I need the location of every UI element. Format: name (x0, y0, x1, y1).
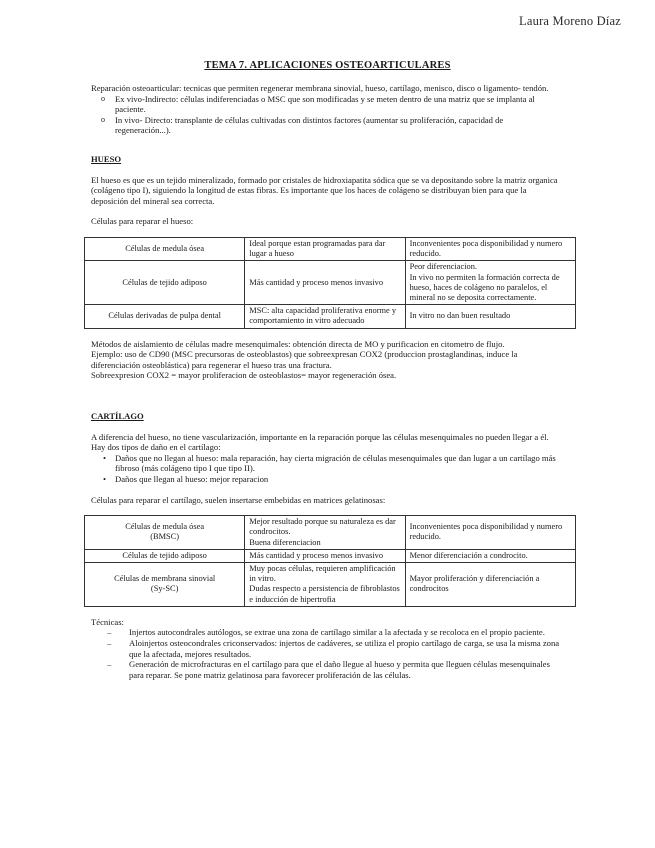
list-item: o Ex vivo-Indirecto: células indiferenciadas o MSC que son modificadas y se meten dentro de una matriz que se implanta al paciente. (115, 94, 561, 115)
table-cell: Peor diferenciacion. In vivo no permiten la formación correcta de hueso, haces de colágeno no paralelos, el mineral no se deposita correctamente. (405, 261, 575, 305)
table-cell: Más cantidad y proceso menos invasivo (245, 549, 405, 562)
document-body (91, 83, 561, 680)
intro-paragraph: Reparación osteoarticular: tecnicas que permiten regenerar membrana sinovial, hueso, cartílago, menisco, disco o ligamento- tendón. (91, 83, 549, 93)
cartilago-cells-table (84, 515, 576, 607)
table-row (85, 562, 576, 606)
table-row (85, 237, 576, 260)
table-cell: Células de tejido adiposo (85, 261, 245, 305)
section-heading-cartilago: CARTÍLAGO (91, 410, 144, 421)
methods-line: Sobreexpresion COX2 = mayor proliferacion de osteoblastos= mayor regeneración ósea. (91, 370, 397, 381)
table-cell: Células derivadas de pulpa dental (85, 305, 245, 328)
table-cell: Células de membrana sinovial (Sy-SC) (85, 562, 245, 606)
cartilago-paragraph: A diferencia del hueso, no tiene vascularización, importante en la reparación porque las células mesenquimales no pueden llegar a él. Hay dos tipos de daño en el cartílago: (91, 431, 549, 453)
tecnicas-list (91, 627, 561, 680)
table-cell: Muy pocas células, requieren amplificación in vitro. Dudas respecto a persistencia de fibroblastos e inducción de hipertrofia (245, 562, 405, 606)
table-cell: Inconvenientes poca disponibilidad y numero reducido. (405, 516, 575, 550)
list-item: – Injertos autocondrales autólogos, se extrae una zona de cartílago similar a la afectada y se recoloca en el propio paciente. (129, 627, 561, 638)
list-item: – Generación de microfracturas en el cartílago para que el daño llegue al hueso y permita que lleguen células mesenquinales para reparar. Se pone matriz gelatinosa para favorecer proliferación de las células. (129, 659, 561, 680)
table-cell: Mayor proliferación y diferenciación a condrocitos (405, 562, 575, 606)
cartilago-table-label: Células para reparar el cartílago, suelen insertarse embebidas en matrices gelatinosas: (91, 494, 386, 505)
table-row (85, 305, 576, 328)
document-title: TEMA 7. APLICACIONES OSTEOARTICULARES (204, 60, 451, 71)
list-item: • Daños que no llegan al hueso: mala reparación, hay cierta migración de células mesenquimales que dan lugar a un cartílago más fibroso (más colágeno tipo I que tipo II). (115, 453, 561, 474)
table-cell: Células de tejido adiposo (85, 549, 245, 562)
list-item: • Daños que llegan al hueso: mejor reparacion (115, 474, 561, 485)
table-cell: Células de medula ósea (BMSC) (85, 516, 245, 550)
hueso-table-label: Células para reparar el hueso: (91, 216, 194, 227)
methods-line: Métodos de aislamiento de células madre mesenquimales: obtención directa de MO y purificacion en citometro de flujo. (91, 338, 505, 349)
table-row (85, 549, 576, 562)
table-cell: Más cantidad y proceso menos invasivo (245, 261, 405, 305)
repair-types-list (91, 94, 561, 136)
table-cell: Mejor resultado porque su naturaleza es dar condrocitos. Buena diferenciacion (245, 516, 405, 550)
table-cell: Células de medula ósea (85, 237, 245, 260)
hueso-cells-table (84, 237, 576, 329)
table-cell: Menor diferenciación a condrocito. (405, 549, 575, 562)
table-cell: Ideal porque estan programadas para dar lugar a hueso (245, 237, 405, 260)
damage-types-list (91, 453, 561, 485)
list-item: o In vivo- Directo: transplante de células cultivadas con distintos factores (aumentar su proliferación, capacidad de regeneración...). (115, 115, 561, 136)
table-cell: In vitro no dan buen resultado (405, 305, 575, 328)
tecnicas-label: Técnicas: (91, 616, 124, 627)
list-item: – Aloinjertos osteocondrales criconservados: injertos de cadáveres, se utiliza el propio cartílago de carga, se usa la misma zona que la afectada, mejores resultados. (129, 638, 561, 659)
table-row (85, 516, 576, 550)
author-name: Laura Moreno Díaz (519, 14, 621, 28)
hueso-paragraph: El hueso es que es un tejido mineralizado, formado por cristales de hidroxiapatita sódica que se va depositando sobre la matriz organica (colágeno tipo I), siguiendo la longitud de estas fibras. Es importante que los haces de colágeno se distribuyan bien para que la deposición del mineral sea correcta. (91, 174, 558, 206)
section-heading-hueso: HUESO (91, 153, 122, 164)
methods-line: Ejemplo: uso de CD90 (MSC precursoras de osteoblastos) que sobreexpresan COX2 (produccion prostaglandinas, induce la diferenciación osteoblástica) para regenerar el hueso tras una fractura. (91, 349, 518, 370)
table-cell: MSC: alta capacidad proliferativa enorme y comportamiento in vitro adecuado (245, 305, 405, 328)
table-row (85, 261, 576, 305)
table-cell: Inconvenientes poca disponibilidad y numero reducido. (405, 237, 575, 260)
